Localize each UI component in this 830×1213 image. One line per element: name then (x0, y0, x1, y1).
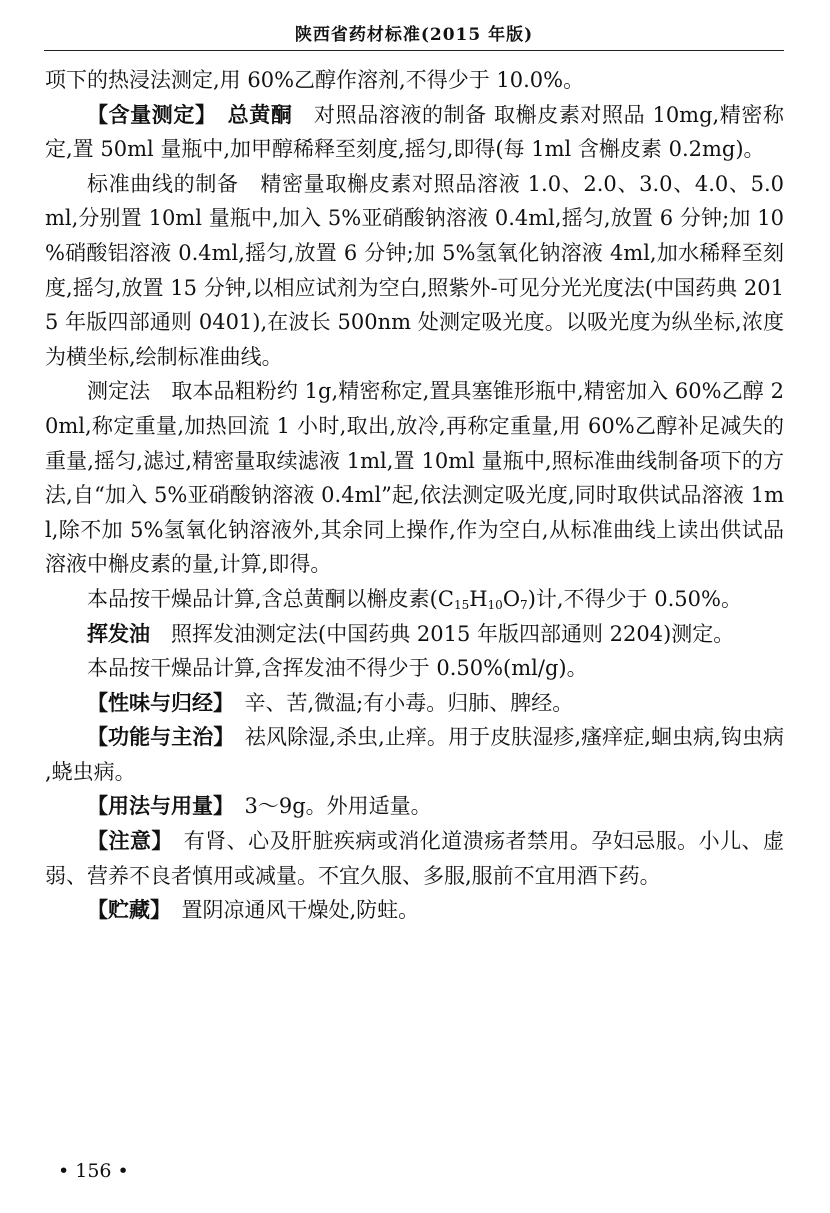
paragraph-storage (45, 893, 784, 928)
header-rule (44, 50, 784, 51)
paragraph-text: 祛风除湿,杀虫,止痒。用于皮肤湿疹,瘙痒症,蛔虫病,钩虫病,蛲虫病。 (45, 725, 785, 784)
paragraph-dosage (45, 789, 784, 824)
paragraph-volatile-oil (45, 617, 784, 652)
text-segment: H (469, 586, 488, 611)
section-heading-caution: 【注意】 (87, 828, 163, 854)
paragraph-text: 3～9g。外用适量。 (244, 794, 432, 819)
section-heading-storage: 【贮藏】 (87, 897, 161, 923)
subheading-total-flavonoids: 总黄酮 (227, 101, 293, 127)
page-number: • 156 • (58, 1160, 129, 1182)
subscript: 15 (453, 597, 470, 612)
text-segment: O (502, 586, 521, 611)
paragraph-method: 测定法 取本品粗粉约 1g,精密称定,置具塞锥形瓶中,精密加入 60%乙醇 20ml,称定重量,加热回流 1 小时,取出,放冷,再称定重量,用 60%乙醇补足减失的重量,摇匀,滤过,精密量取续滤液 1ml,置 10ml 量瓶中,照标准曲线制备项下的方法,自“加入 5%亚硝酸钠溶液 0.4ml”起,依法测定吸光度,同时取供试品溶液 1ml,除不加 5%氢氧化钠溶液外,其余同上操作,作为空白,从标准曲线上读出供试品溶液中槲皮素的量,计算,即得。 (45, 379, 784, 577)
subheading-volatile-oil: 挥发油 (87, 620, 150, 646)
paragraph-text: 辛、苦,微温;有小毒。归肺、脾经。 (244, 690, 574, 715)
paragraph-standard-curve: 标准曲线的制备 精密量取槲皮素对照品溶液 1.0、2.0、3.0、4.0、5.0ml,分别置 10ml 量瓶中,加入 5%亚硝酸钠溶液 0.4ml,摇匀,放置 6 分钟;加 10%硝酸铝溶液 0.4ml,摇匀,放置 6 分钟;加 5%氢氧化钠溶液 4ml,加水稀释至刻度,摇匀,放置 15 分钟,以相应试剂为空白,照紫外-可见分光光度法(中国药典 2015 年版四部通则 0401),在波长 500nm 处测定吸光度。以吸光度为纵坐标,浓度为横坐标,绘制标准曲线。 (45, 171, 784, 369)
section-heading-assay: 【含量测定】 (87, 101, 207, 127)
subscript: 7 (520, 597, 528, 612)
running-header: 陕西省药材标准(2015 年版) (294, 25, 534, 45)
section-heading-function: 【功能与主治】 (87, 724, 224, 750)
paragraph-assay (45, 98, 784, 167)
section-heading-dosage: 【用法与用量】 (87, 793, 224, 819)
paragraph-function (45, 720, 784, 789)
page-body (45, 63, 784, 928)
text-segment: 本品按干燥品计算,含总黄酮以槲皮素(C (87, 586, 454, 611)
paragraph-property-meridian (45, 686, 784, 721)
section-heading-property: 【性味与归经】 (87, 689, 224, 715)
paragraph-continuation: 项下的热浸法测定,用 60%乙醇作溶剂,不得少于 10.0%。 (45, 68, 585, 92)
subscript: 10 (487, 597, 503, 612)
paragraph-text: 置阴凉通风干燥处,防蛀。 (181, 898, 420, 923)
paragraph-text: 有肾、心及肝脏疾病或消化道溃疡者禁用。孕妇忌服。小儿、虚弱、营养不良者慎用或减量。不宜久服、多服,服前不宜用酒下药。 (45, 829, 784, 888)
paragraph-flavonoid-limit (45, 582, 784, 617)
paragraph-text: 对照品溶液的制备 取槲皮素对照品 10mg,精密称定,置 50ml 量瓶中,加甲醇稀释至刻度,摇匀,即得(每 1ml 含槲皮素 0.2mg)。 (45, 102, 784, 162)
paragraph-volatile-oil-limit: 本品按干燥品计算,含挥发油不得少于 0.50%(ml/g)。 (87, 656, 588, 681)
text-segment: )计,不得少于 0.50%。 (527, 586, 742, 611)
paragraph-text: 照挥发油测定法(中国药典 2015 年版四部通则 2204)测定。 (171, 621, 735, 646)
paragraph-caution (45, 824, 784, 893)
